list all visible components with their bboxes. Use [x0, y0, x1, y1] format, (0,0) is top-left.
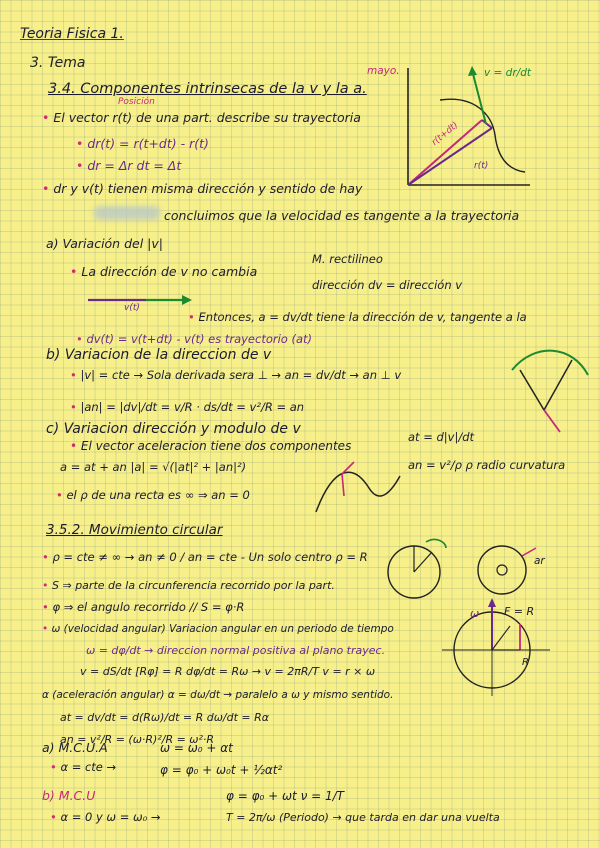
line-text: dv(t) = v(t+dt) - v(t) es trayectorio (at) [86, 332, 313, 346]
line-text: ρ = cte ≠ ∞ → an ≠ 0 / an = cte - Un solo centro ρ = R [52, 550, 368, 564]
line-text: el ρ de una recta es ∞ ⇒ an = 0 [66, 488, 250, 502]
heading-a-variacion: a) Variación del |v| [46, 236, 163, 251]
heading-b-direccion: b) Variacion de la direccion de v [46, 347, 272, 363]
bullet-icon: • [188, 310, 195, 324]
redacted-blur [94, 206, 160, 220]
heading-mcu: b) M.C.U [42, 788, 96, 803]
omega-label: ω [470, 607, 480, 620]
bullet-icon: • [70, 264, 78, 279]
line-text: Entonces, a = dv/dt tiene la dirección de v, tangente a la [198, 310, 527, 324]
heading-c-direccion-modulo: c) Variacion dirección y modulo de v [46, 421, 301, 437]
omega-t-formula: ω = ω₀ + αt [160, 741, 233, 755]
bullet-icon: • [70, 439, 78, 453]
bullet-icon: • [70, 368, 77, 382]
bullet-icon: • [76, 332, 83, 346]
straight-velocity-arrow [86, 290, 196, 310]
line-text: S ⇒ parte de la circunferencia recorrido por la part. [52, 579, 335, 592]
m-rectilineo: M. rectilineo [312, 252, 383, 266]
line-direccion-no-cambia [70, 266, 257, 279]
line-an-modulo [70, 402, 304, 414]
circular-arc-diagram [500, 340, 595, 440]
mayo-note: mayo. [367, 65, 400, 77]
line-alpha-cte [50, 762, 116, 774]
bullet-icon: • [42, 600, 49, 614]
periodo-formula: T = 2π/ω (Periodo) → que tarda en dar una vuelta [226, 811, 500, 824]
phi-mcu-formula: φ = φ₀ + ωt ν = 1/T [226, 789, 344, 803]
r-t-label: r(t) [474, 161, 489, 171]
line-vector-r [42, 112, 361, 125]
heading-mcua: a) M.C.U.A [42, 740, 108, 755]
vector-v-label: v(t) [124, 303, 140, 313]
line-rho-cte [42, 552, 368, 564]
line-omega-def [42, 624, 394, 635]
line-text: dr(t) = r(t+dt) - r(t) [87, 136, 209, 151]
f-equals-label: F = R [504, 605, 535, 618]
line-omega-formula: ω = dφ/dt → direccion normal positiva al plano trayec. [86, 644, 386, 657]
bullet-icon: • [56, 488, 63, 502]
subsection-341-heading: 3.4. Componentes intrinsecas de la v y la a. [48, 81, 367, 97]
line-text: α = cte → [60, 760, 117, 774]
line-a-suma: a = at + an |a| = √(|at|² + |an|²) [60, 460, 247, 474]
line-text: ω (velocidad angular) Variacion angular en un periodo de tiempo [51, 623, 394, 635]
an-formula: an = v²/ρ ρ radio curvatura [408, 458, 566, 472]
line-dr-v [42, 183, 362, 196]
radius-label: R [522, 657, 529, 668]
line-an-circular: an = v²/R = (ω·R)²/R = ω²·R [60, 733, 215, 746]
line-alpha-def: α (aceleración angular) α = dω/dt → paralelo a ω y mismo sentido. [42, 689, 394, 701]
bullet-icon: • [50, 810, 57, 824]
line-at-circular: at = dv/dt = d(Rω)/dt = R dω/dt = Rα [60, 711, 270, 724]
line-alpha-cero [50, 812, 161, 824]
line-dr [76, 138, 209, 151]
line-text: dr = Δr dt = Δt [87, 158, 182, 173]
bullet-icon: • [42, 110, 50, 125]
line-dr-delta [76, 160, 181, 173]
v-equals-label: v = dr/dt [484, 67, 531, 79]
line-v-cte [70, 370, 401, 382]
bullet-icon: • [42, 579, 49, 592]
trajectory-vector-diagram [400, 60, 590, 210]
line-phi-angulo [42, 602, 244, 614]
bullet-icon: • [76, 136, 84, 151]
subsection-352-heading: 3.5.2. Movimiento circular [46, 522, 223, 538]
line-text: La dirección de v no cambia [81, 264, 258, 279]
line-text: α = 0 y ω = ω₀ → [60, 810, 161, 824]
curvature-diagram [314, 456, 404, 520]
bullet-icon: • [70, 400, 77, 414]
line-concluimos: concluimos que la velocidad es tangente a la trayectoria [164, 208, 520, 223]
line-dv-tangente [76, 334, 312, 346]
line-s-parte [42, 580, 335, 591]
posicion-note: Posición [118, 97, 155, 107]
bullet-icon: • [50, 760, 57, 774]
page-title: Teoria Fisica 1. [20, 26, 124, 42]
line-text: dr y v(t) tienen misma dirección y sentido de hay [53, 181, 363, 196]
bullet-icon: • [76, 158, 84, 173]
phi-t-formula: φ = φ₀ + ω₀t + ½αt² [160, 763, 283, 777]
line-text: |v| = cte → Sola derivada sera ⊥ → an = dv/dt → an ⊥ v [80, 368, 402, 382]
r-tdt-label: r(t+dt) [430, 120, 461, 148]
line-dos-componentes [70, 440, 351, 452]
ar-label: ar [534, 555, 545, 567]
bullet-icon: • [42, 623, 49, 635]
line-entonces [188, 312, 527, 324]
section-heading: 3. Tema [30, 55, 86, 71]
line-text: El vector r(t) de una part. describe su trayectoria [53, 110, 361, 125]
line-v-formula: v = dS/dt [Rφ] = R dφ/dt = Rω → v = 2πR/T v = r × ω [80, 665, 376, 678]
bullet-icon: • [42, 181, 50, 196]
line-text: El vector aceleracion tiene dos componentes [80, 439, 352, 453]
at-formula: at = d|v|/dt [408, 430, 475, 444]
line-text: φ ⇒ el angulo recorrido // S = φ·R [52, 600, 245, 614]
line-text: |an| = |dv|/dt = v/R · ds/dt = v²/R = an [80, 400, 305, 414]
direccion-dv: dirección dv = dirección v [312, 278, 463, 292]
line-rho-recta [56, 490, 250, 502]
bullet-icon: • [42, 550, 49, 564]
